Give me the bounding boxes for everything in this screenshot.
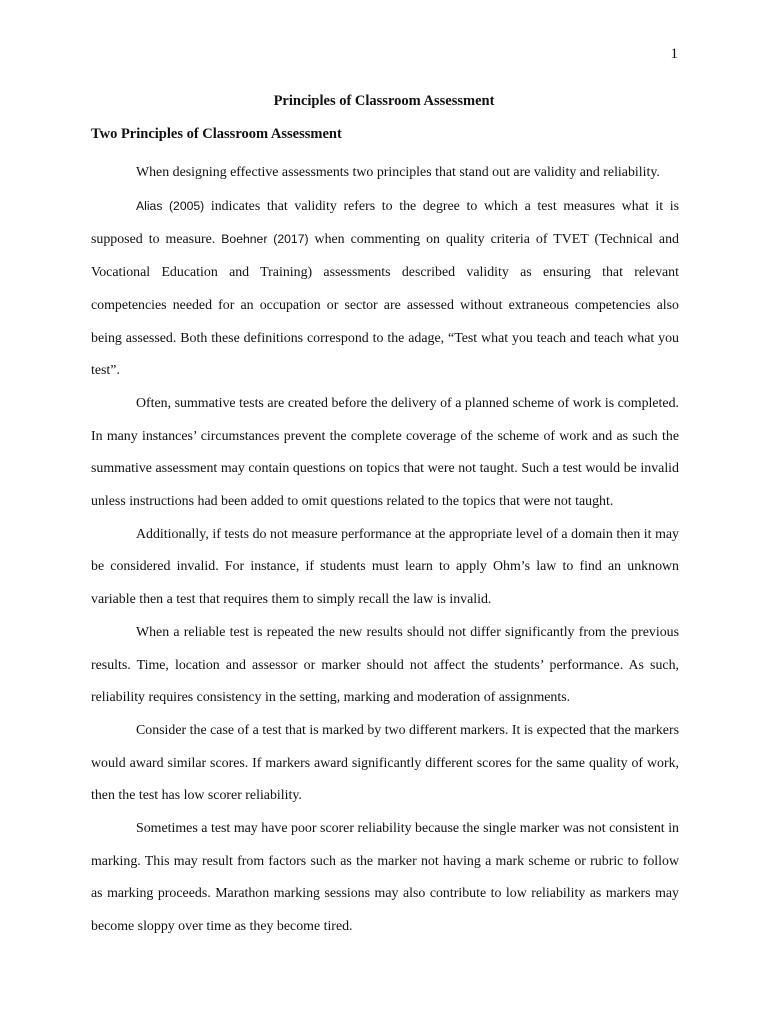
paragraph-6: Consider the case of a test that is marked by two different markers. It is expected that the markers would award similar scores. If markers award significantly different scores for the same quality of work, then the test has low scorer reliability.: [91, 722, 679, 804]
paragraph-2-text-b: when commenting on quality criteria of TVET (Technical and Vocational Education and Training) assessments described validity as ensuring that relevant competencies needed for an occupation or sector are assessed without extraneous competencies also being assessed. Both these definitions correspond to the adage, “Test what you teach and teach what you test”.: [91, 232, 679, 379]
paragraph-1: When designing effective assessments two principles that stand out are validity and reliability.: [136, 165, 660, 180]
document-title: Principles of Classroom Assessment: [273, 93, 495, 109]
section-heading: Two Principles of Classroom Assessment: [91, 126, 342, 142]
citation-boehner: Boehner (2017): [221, 232, 309, 247]
citation-alias: Alias (2005): [136, 198, 205, 213]
paragraph-2-text-a: indicates that validity refers to the degree to which a test measures what it is supposed to measure.: [91, 198, 679, 248]
paragraph-4: Additionally, if tests do not measure performance at the appropriate level of a domain then it may be considered invalid. For instance, if students must learn to apply Ohm’s law to find an unknown variable then a test that requires them to simply recall the law is invalid.: [91, 526, 679, 608]
paragraph-7: Sometimes a test may have poor scorer reliability because the single marker was not consistent in marking. This may result from factors such as the marker not having a mark scheme or rubric to follow as marking proceeds. Marathon marking sessions may also contribute to low reliability as markers may become sloppy over time as they become tired.: [91, 821, 679, 935]
paragraph-5: When a reliable test is repeated the new results should not differ significantly from the previous results. Time, location and assessor or marker should not affect the students’ performance. As such, reliability requires consistency in the setting, marking and moderation of assignments.: [91, 624, 679, 706]
paragraph-2: [91, 190, 679, 388]
page-number: 1: [670, 46, 678, 62]
paragraph-3: Often, summative tests are created before the delivery of a planned scheme of work is completed. In many instances’ circumstances prevent the complete coverage of the scheme of work and as such the summative assessment may contain questions on topics that were not taught. Such a test would be invalid unless instructions had been added to omit questions related to the topics that were not taught.: [91, 395, 679, 510]
document-body: [91, 157, 679, 944]
